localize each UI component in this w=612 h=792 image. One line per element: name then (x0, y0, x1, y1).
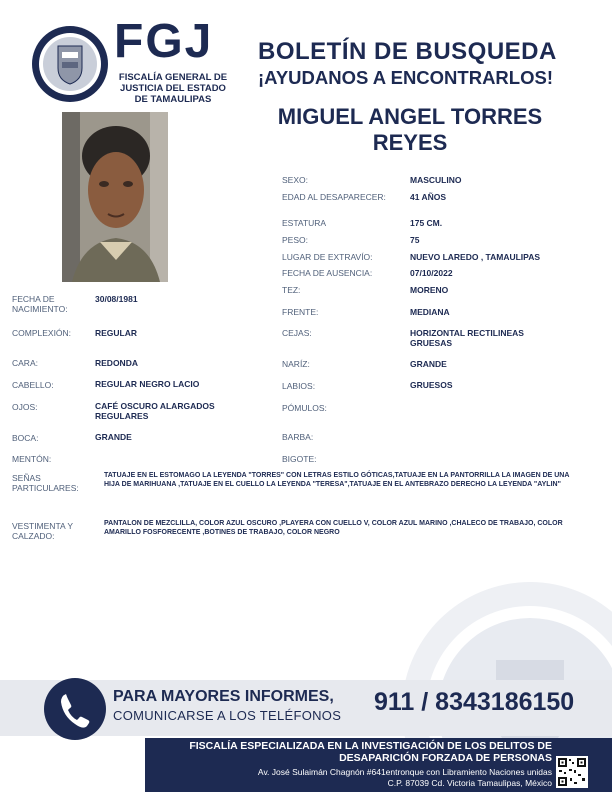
vestimenta-value: PANTALON DE MEZCLILLA, COLOR AZUL OSCURO ,PLAYERA CON CUELLO V, COLOR AZUL MARINO ,CHALECO DE TRABAJO, COLOR AMARILLO FOSFORECENTE ,BOTINES DE TRABAJO, COLOR NEGRO (104, 520, 563, 536)
edad-label: EDAD AL DESAPARECER: (282, 192, 386, 202)
cejas-value: HORIZONTAL RECTILINEAS GRUESAS (410, 328, 524, 348)
peso-label: PESO: (282, 235, 308, 245)
barba-label: BARBA: (282, 432, 314, 442)
info-title: PARA MAYORES INFORMES, (113, 688, 334, 705)
address-line2: C.P. 87039 Cd. Victoria Tamaulipas, México (387, 778, 552, 788)
complexion-value: REGULAR (95, 328, 138, 338)
ojos-value: CAFÉ OSCURO ALARGADOS REGULARES (95, 401, 215, 421)
cabello-value: REGULAR NEGRO LACIO (95, 379, 200, 389)
ojos-label: OJOS: (12, 402, 38, 412)
bulletin-title: BOLETÍN DE BUSQUEDA (258, 38, 557, 65)
complexion-label: COMPLEXIÓN: (12, 328, 72, 338)
cara-value: REDONDA (95, 358, 138, 368)
edad-value: 41 AÑOS (410, 192, 447, 202)
fecha-nacimiento-label: FECHA DE NACIMIENTO: (12, 294, 68, 314)
phone-number[interactable]: 911 / 8343186150 (374, 688, 575, 716)
vestimenta-label: VESTIMENTA Y CALZADO: (12, 521, 73, 541)
menton-label: MENTÓN: (12, 454, 52, 464)
tez-value: MORENO (410, 285, 449, 295)
senas-label: SEÑAS PARTICULARES: (12, 473, 79, 493)
tez-label: TEZ: (282, 285, 301, 295)
cabello-label: CABELLO: (12, 380, 54, 390)
state-seal-icon (30, 24, 110, 104)
bulletin-subtitle: ¡AYUDANOS A ENCONTRARLOS! (258, 67, 553, 88)
lugar-label: LUGAR DE EXTRAVÍO: (282, 252, 373, 262)
info-subtitle: COMUNICARSE A LOS TELÉFONOS (113, 708, 342, 723)
fecha-ausencia-label: FECHA DE AUSENCIA: (282, 268, 373, 278)
boca-value: GRANDE (95, 432, 132, 442)
person-photo (62, 112, 168, 282)
logo-title: FGJ (114, 15, 214, 68)
agency-name-line2: DESAPARICIÓN FORZADA DE PERSONAS (339, 752, 552, 764)
frente-label: FRENTE: (282, 307, 319, 317)
estatura-label: ESTATURA (282, 218, 327, 228)
nariz-value: GRANDE (410, 359, 447, 369)
address-line1: Av. José Sulaimán Chagnón #641entronque con Libramiento Naciones unidas (257, 767, 552, 777)
agency-name-line1: FISCALÍA ESPECIALIZADA EN LA INVESTIGACIÓN DE LOS DELITOS DE (189, 740, 552, 752)
estatura-value: 175 CM. (410, 218, 443, 228)
bigote-label: BIGOTE: (282, 454, 317, 464)
qr-code-icon[interactable] (556, 756, 588, 788)
cejas-label: CEJAS: (282, 328, 312, 338)
fecha-nacimiento-value: 30/08/1981 (95, 294, 138, 304)
nariz-label: NARÍZ: (282, 359, 310, 369)
phone-icon (44, 678, 106, 740)
labios-value: GRUESOS (410, 380, 453, 390)
pomulos-label: PÓMULOS: (282, 403, 327, 413)
sexo-value: MASCULINO (410, 175, 462, 185)
labios-label: LABIOS: (282, 381, 316, 391)
logo-subtitle: FISCALÍA GENERAL DE JUSTICIA DEL ESTADO DE TAMAULIPAS (118, 72, 228, 105)
lugar-value: NUEVO LAREDO , TAMAULIPAS (410, 252, 541, 262)
senas-value: TATUAJE EN EL ESTOMAGO LA LEYENDA "TORRES" CON LETRAS ESTILO GÓTICAS,TATUAJE EN LA PANTORRILLA LA IMAGEN DE UNA HIJA DE MARIHUANA ,TATUAJE EN EL CUELLO LA LEYENDA "TERESA",TATUAJE EN EL ANTEBRAZO DERECHO LA LEYENDA "AYLIN" (104, 472, 570, 488)
cara-label: CARA: (12, 358, 38, 368)
person-name: MIGUEL ANGEL TORRES REYES (277, 104, 543, 155)
frente-value: MEDIANA (410, 307, 450, 317)
boca-label: BOCA: (12, 433, 39, 443)
peso-value: 75 (410, 235, 420, 245)
sexo-label: SEXO: (282, 175, 308, 185)
fecha-ausencia-value: 07/10/2022 (410, 268, 453, 278)
